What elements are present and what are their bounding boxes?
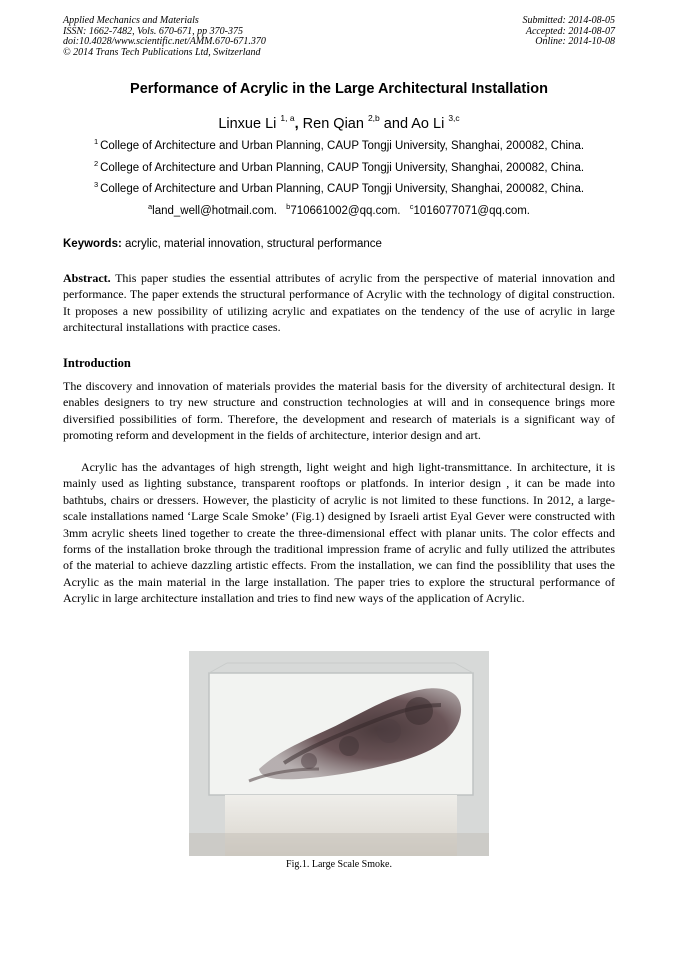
affiliation-number: 2 bbox=[93, 159, 99, 168]
author-name: Ren Qian bbox=[302, 116, 364, 132]
affiliation-3 bbox=[0, 180, 678, 195]
email-address[interactable]: 1016077071@qq.com. bbox=[413, 205, 530, 217]
email-address[interactable]: land_well@hotmail.com. bbox=[152, 205, 277, 217]
doi-line: doi:10.4028/www.scientific.net/AMM.670-671.370 bbox=[63, 36, 266, 47]
author-separator: , bbox=[294, 116, 303, 132]
keywords-label: Keywords: bbox=[63, 238, 122, 250]
journal-name: Applied Mechanics and Materials bbox=[63, 15, 199, 26]
paper-title: Performance of Acrylic in the Large Architectural Installation bbox=[130, 81, 548, 97]
affiliation-1 bbox=[0, 137, 678, 152]
email-mark: c bbox=[409, 202, 414, 211]
author-name: Ao Li bbox=[411, 116, 445, 132]
author-separator: and bbox=[379, 116, 412, 132]
email-address[interactable]: 710661002@qq.com. bbox=[290, 205, 401, 217]
submitted-date: Submitted: 2014-08-05 bbox=[522, 15, 615, 26]
email-mark: a bbox=[147, 202, 153, 211]
accepted-date: Accepted: 2014-08-07 bbox=[525, 25, 615, 37]
abstract-text: This paper studies the essential attributes of acrylic from the perspective of material innovation and performance. The paper extends the structural performance of Acrylic with the technology of digital construction. It proposes a new possibility of utilizing acrylic and expatiates on the tendency of the use of acrylic in large architectural installations with practice cases. bbox=[63, 271, 615, 335]
email-list bbox=[0, 202, 678, 217]
copyright-line: © 2014 Trans Tech Publications Ltd, Switzerland bbox=[63, 46, 261, 58]
keywords-line bbox=[63, 238, 615, 250]
affiliation-number: 1 bbox=[93, 137, 99, 146]
email-mark: b bbox=[286, 202, 291, 211]
online-date: Online: 2014-10-08 bbox=[535, 36, 615, 47]
figure-caption: Fig.1. Large Scale Smoke. bbox=[286, 859, 392, 870]
affiliation-text: College of Architecture and Urban Planning, CAUP Tongji University, Shanghai, 200082, China. bbox=[100, 140, 585, 152]
affiliation-2 bbox=[0, 159, 678, 174]
author-list bbox=[0, 113, 678, 132]
author-affiliation-mark: 1, a bbox=[280, 113, 295, 123]
section-heading-introduction: Introduction bbox=[63, 356, 131, 370]
author-name: Linxue Li bbox=[218, 116, 277, 132]
journal-header-left bbox=[63, 16, 266, 58]
intro-paragraph-1: The discovery and innovation of materials provides the material basis for the diversity of architectural design. It enables designers to try new structure and construction technologies at will and in consequence brings more diversified possibilities of form. Therefore, the development and research of materials is a significant way of promoting reform and development in the fields of architecture, interior design and art. bbox=[63, 379, 615, 443]
keywords-text: acrylic, material innovation, structural performance bbox=[125, 238, 382, 250]
figure-large-scale-smoke bbox=[189, 651, 489, 856]
affiliation-number: 3 bbox=[93, 180, 99, 189]
affiliation-text: College of Architecture and Urban Planning, CAUP Tongji University, Shanghai, 200082, China. bbox=[100, 183, 585, 195]
intro-paragraph-2: Acrylic has the advantages of high strength, light weight and high light-transmittance. In architecture, it is mainly used as lighting substance, transparent rooftops or platfonds. In interior design , it can be made into bathtubs, chairs or dressers. However, the plasticity of acrylic is not limited to these functions. In 2012, a large-scale installations named ‘Large Scale Smoke’ (Fig.1) designed by Israeli artist Eyal Gever were constructed with 3mm acrylic sheets lined together to create the three-dimensional effect with planar units. The color effects and forms of the installation broke through the traditional impression frame of acrylic and fully utilized the attributes of the material to achieve dazzling artistic effects. From the installation, we can find the possiblility that uses the Acrylic as the main material in the large installation. The paper tries to explore the structural performance of Acrylic in large architecture installation and tries to find new ways of the application of Acrylic. bbox=[63, 460, 615, 606]
abstract-label: Abstract. bbox=[63, 271, 111, 285]
abstract-paragraph bbox=[63, 270, 615, 336]
affiliation-text: College of Architecture and Urban Planning, CAUP Tongji University, Shanghai, 200082, China. bbox=[100, 162, 585, 174]
author-affiliation-mark: 2,b bbox=[367, 113, 380, 123]
issn-line: ISSN: 1662-7482, Vols. 670-671, pp 370-375 bbox=[63, 25, 243, 37]
smoke-installation-photo bbox=[189, 651, 489, 856]
author-affiliation-mark: 3,c bbox=[448, 113, 460, 123]
journal-header-right bbox=[523, 16, 616, 48]
